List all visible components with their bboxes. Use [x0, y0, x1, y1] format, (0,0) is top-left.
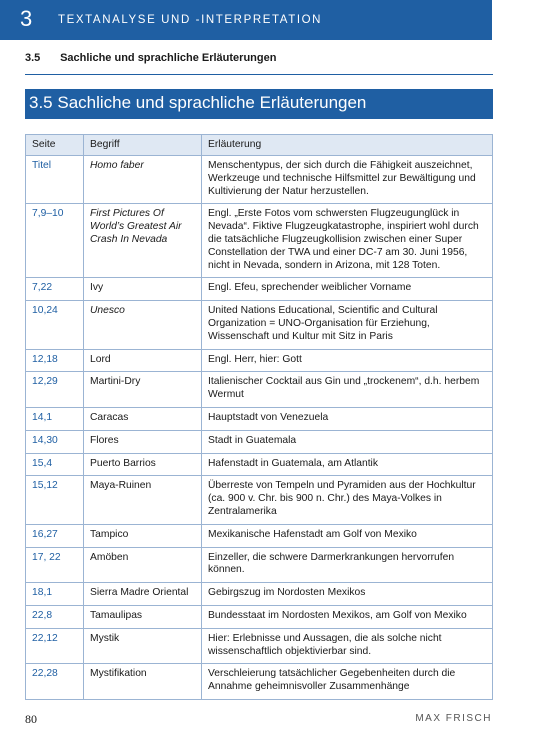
erlaeuterung-cell: Hafenstadt in Guatemala, am Atlantik	[202, 453, 493, 476]
begriff-cell: Tampico	[84, 524, 202, 547]
page-number: 80	[25, 712, 37, 726]
table-row	[26, 583, 493, 606]
seite-cell: Titel	[26, 156, 84, 204]
glossary-table	[25, 134, 493, 700]
erlaeuterung-cell: Engl. Efeu, sprechender weiblicher Vorname	[202, 278, 493, 301]
seite-cell: 22,28	[26, 664, 84, 700]
column-header-seite: Seite	[26, 135, 84, 156]
table-row	[26, 204, 493, 278]
chapter-header-bar	[0, 0, 492, 40]
begriff-cell: Mystifikation	[84, 664, 202, 700]
erlaeuterung-cell: Italienischer Cocktail aus Gin und „trockenem“, d.h. herbem Wermut	[202, 372, 493, 408]
erlaeuterung-cell: United Nations Educational, Scientific and Cultural Organization = UNO-Organisation für Erziehung, Wissenschaft und Kultur mit Sitz in Paris	[202, 301, 493, 349]
table-row	[26, 301, 493, 349]
table-body	[26, 156, 493, 700]
erlaeuterung-cell: Engl. „Erste Fotos vom schwersten Flugzeugunglück in Nevada“. Fiktive Flugzeugkatastrophe, inspiriert wohl durch die tatsächliche Flugzeugkollision zwischen einer Super Constellation der TWA und einer DC-7 am 30. Juni 1956, nicht in Nevada, sondern in Arizona, mit 128 Toten.	[202, 204, 493, 278]
table-row	[26, 349, 493, 372]
begriff-cell: Tamaulipas	[84, 605, 202, 628]
seite-cell: 7,9–10	[26, 204, 84, 278]
seite-cell: 15,12	[26, 476, 84, 524]
seite-cell: 22,12	[26, 628, 84, 664]
seite-cell: 10,24	[26, 301, 84, 349]
table-row	[26, 407, 493, 430]
running-footer-author: MAX FRISCH	[415, 713, 492, 724]
seite-cell: 14,30	[26, 430, 84, 453]
begriff-cell: Maya-Ruinen	[84, 476, 202, 524]
table-row	[26, 156, 493, 204]
seite-cell: 17, 22	[26, 547, 84, 583]
table-row	[26, 664, 493, 700]
subsection-title: Sachliche und sprachliche Erläuterungen	[60, 52, 277, 64]
erlaeuterung-cell: Engl. Herr, hier: Gott	[202, 349, 493, 372]
erlaeuterung-cell: Hauptstadt von Venezuela	[202, 407, 493, 430]
begriff-cell: Lord	[84, 349, 202, 372]
seite-cell: 12,18	[26, 349, 84, 372]
erlaeuterung-cell: Hier: Erlebnisse und Aussagen, die als solche nicht wissenschaftlich objektivierbar sind.	[202, 628, 493, 664]
erlaeuterung-cell: Überreste von Tempeln und Pyramiden aus der Hochkultur (ca. 900 v. Chr. bis 900 n. Chr.) des Maya-Volkes in Zentralamerika	[202, 476, 493, 524]
erlaeuterung-cell: Bundesstaat im Nordosten Mexikos, am Golf von Mexiko	[202, 605, 493, 628]
erlaeuterung-cell: Stadt in Guatemala	[202, 430, 493, 453]
section-banner	[25, 89, 493, 119]
erlaeuterung-cell: Einzeller, die schwere Darmerkrankungen hervorrufen können.	[202, 547, 493, 583]
seite-cell: 14,1	[26, 407, 84, 430]
begriff-cell: Ivy	[84, 278, 202, 301]
erlaeuterung-cell: Gebirgszug im Nordosten Mexikos	[202, 583, 493, 606]
table-row	[26, 430, 493, 453]
erlaeuterung-cell: Mexikanische Hafenstadt am Golf von Mexiko	[202, 524, 493, 547]
table-row	[26, 476, 493, 524]
erlaeuterung-cell: Verschleierung tatsächlicher Gegebenheiten durch die Annahme geheimnisvoller Zusammenhänge	[202, 664, 493, 700]
seite-cell: 18,1	[26, 583, 84, 606]
begriff-cell: Caracas	[84, 407, 202, 430]
begriff-cell: First Pictures Of World’s Greatest Air Crash In Nevada	[84, 204, 202, 278]
seite-cell: 12,29	[26, 372, 84, 408]
chapter-number: 3	[20, 6, 33, 31]
column-header-erlaeuterung: Erläuterung	[202, 135, 493, 156]
section-title: 3.5 Sachliche und sprachliche Erläuterungen	[29, 93, 367, 112]
subsection-number: 3.5	[25, 52, 41, 64]
begriff-cell: Sierra Madre Oriental	[84, 583, 202, 606]
seite-cell: 15,4	[26, 453, 84, 476]
table-row	[26, 453, 493, 476]
table-row	[26, 547, 493, 583]
begriff-cell: Martini-Dry	[84, 372, 202, 408]
chapter-title: TEXTANALYSE UND -INTERPRETATION	[58, 14, 323, 26]
table-row	[26, 605, 493, 628]
seite-cell: 16,27	[26, 524, 84, 547]
begriff-cell: Flores	[84, 430, 202, 453]
begriff-cell: Puerto Barrios	[84, 453, 202, 476]
header-rule	[25, 74, 493, 75]
table-row	[26, 278, 493, 301]
running-subheading	[25, 52, 276, 64]
seite-cell: 22,8	[26, 605, 84, 628]
table-row	[26, 372, 493, 408]
begriff-cell: Homo faber	[84, 156, 202, 204]
erlaeuterung-cell: Menschentypus, der sich durch die Fähigkeit auszeichnet, Werkzeuge und technische Hilfsmittel zur Bewältigung und Kultivierung der Natur herzustellen.	[202, 156, 493, 204]
seite-cell: 7,22	[26, 278, 84, 301]
table-header-row	[26, 135, 493, 156]
begriff-cell: Amöben	[84, 547, 202, 583]
begriff-cell: Unesco	[84, 301, 202, 349]
table-row	[26, 628, 493, 664]
column-header-begriff: Begriff	[84, 135, 202, 156]
table-row	[26, 524, 493, 547]
begriff-cell: Mystik	[84, 628, 202, 664]
